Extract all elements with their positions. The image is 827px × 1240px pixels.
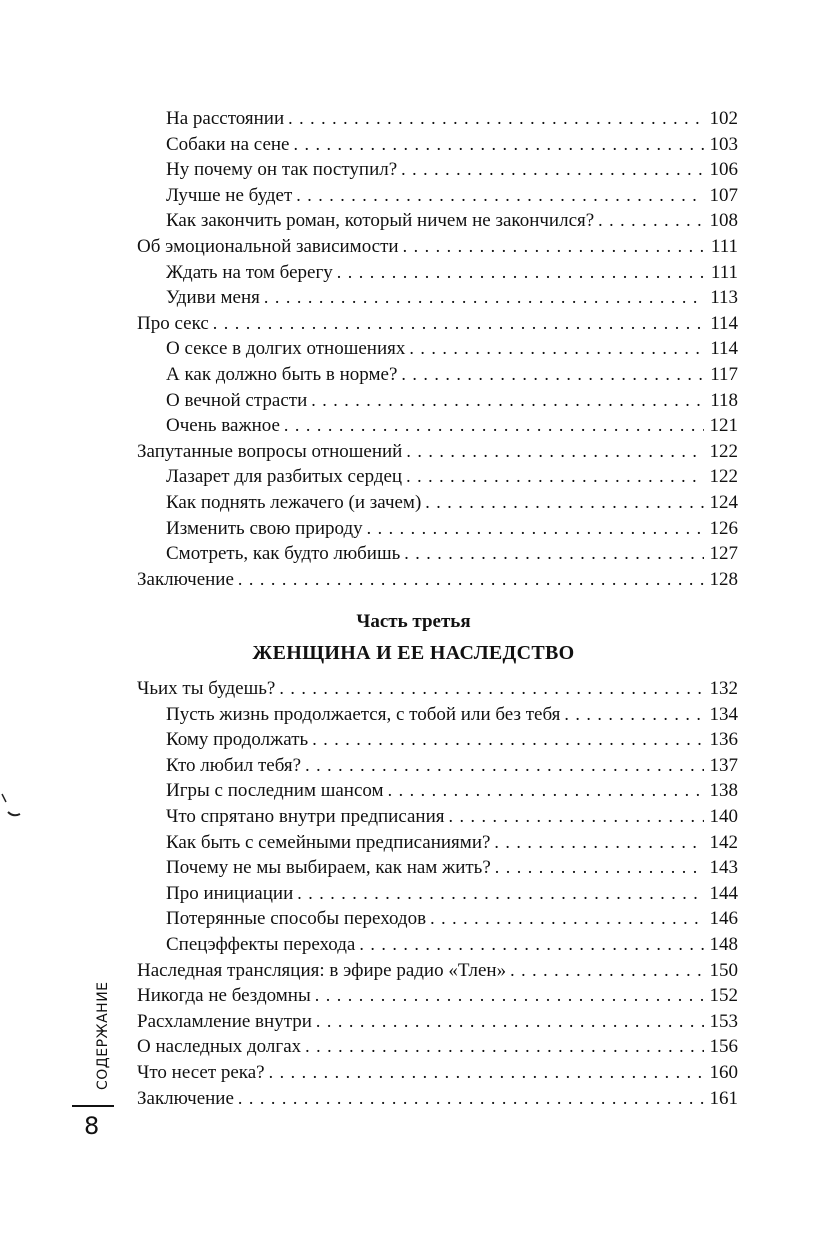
- toc-entry[interactable]: [137, 157, 738, 183]
- toc-entry-page: 144: [709, 882, 738, 904]
- toc-entry-title: Про инициации: [166, 882, 294, 904]
- toc-entry-title: Как поднять лежачего (и зачем): [166, 491, 422, 513]
- toc-entry-title: Что спрятано внутри предписания: [166, 805, 445, 827]
- toc-entry-page: 111: [710, 235, 738, 257]
- toc-entry-page: 160: [709, 1061, 738, 1083]
- toc-entry[interactable]: [137, 183, 738, 209]
- toc-entry-title: Как быть с семейными предписаниями?: [166, 831, 491, 853]
- toc-entry-page: 103: [709, 133, 738, 155]
- toc-entry-title: Чьих ты будешь?: [137, 678, 276, 699]
- toc-entry-page: 140: [709, 805, 738, 827]
- toc-entry-title: Удиви меня: [166, 287, 260, 309]
- toc-entry-title: Почему не мы выбираем, как нам жить?: [166, 857, 491, 879]
- toc-leader-dots: [305, 753, 703, 779]
- toc-leader-dots: [401, 362, 704, 388]
- toc-entry-title: Про секс: [137, 312, 209, 334]
- toc-entry-page: 152: [709, 985, 738, 1007]
- toc-entry-page: 118: [710, 389, 738, 411]
- toc-entry[interactable]: [137, 830, 738, 856]
- margin-ink-mark: [0, 790, 26, 830]
- toc-entry[interactable]: [137, 132, 738, 158]
- toc-entry-page: 153: [709, 1010, 738, 1032]
- toc-entry-title: Смотреть, как будто любишь: [166, 543, 401, 565]
- toc-entry-page: 142: [709, 831, 738, 853]
- toc-leader-dots: [406, 464, 703, 490]
- toc-entry-title: Пусть жизнь продолжается, с тобой или без тебя: [166, 703, 561, 725]
- toc-entry-page: 117: [710, 363, 738, 385]
- toc-leader-dots: [425, 490, 703, 516]
- toc-entry-title: Потерянные способы переходов: [166, 908, 427, 930]
- toc-leader-dots: [564, 702, 703, 728]
- toc-entry-page: 143: [709, 857, 738, 879]
- toc-entry-page: 114: [710, 312, 738, 334]
- toc-leader-dots: [311, 388, 704, 414]
- toc-entry[interactable]: [137, 804, 738, 830]
- toc-entry-page: 106: [709, 159, 738, 181]
- toc-leader-dots: [279, 676, 703, 702]
- toc-entry-title: А как должно быть в норме?: [166, 363, 398, 385]
- toc-leader-dots: [409, 336, 704, 362]
- toc-leader-dots: [598, 208, 703, 234]
- toc-entry-page: 156: [709, 1036, 738, 1058]
- toc-entry[interactable]: [137, 413, 738, 439]
- part-label: Часть третья: [356, 611, 471, 632]
- toc-entry-title: Ждать на том берегу: [166, 261, 333, 283]
- toc-leader-dots: [316, 1009, 704, 1035]
- toc-entry[interactable]: [137, 1009, 738, 1035]
- toc-entry-page: 121: [709, 415, 738, 437]
- toc-leader-dots: [269, 1060, 704, 1086]
- toc-entry-page: 113: [710, 287, 738, 309]
- toc-entry-page: 146: [709, 908, 738, 930]
- toc-leader-dots: [406, 439, 703, 465]
- toc-leader-dots: [359, 932, 703, 958]
- toc-leader-dots: [430, 906, 703, 932]
- toc-entry[interactable]: [137, 260, 738, 286]
- toc-leader-dots: [297, 881, 703, 907]
- toc-entry-page: 108: [709, 210, 738, 232]
- toc-entry-page: 122: [709, 466, 738, 488]
- toc-leader-dots: [238, 567, 704, 593]
- toc-entry[interactable]: [137, 753, 738, 779]
- toc-entry-title: Заключение: [137, 1087, 234, 1109]
- toc-entry-page: 102: [709, 108, 738, 129]
- toc-leader-dots: [312, 727, 703, 753]
- toc-entry-page: 107: [709, 184, 738, 206]
- toc-leader-dots: [213, 311, 704, 337]
- toc-entry-title: Кто любил тебя?: [166, 754, 302, 776]
- toc-entry-title: Никогда не бездомны: [137, 985, 311, 1007]
- toc-entry[interactable]: [137, 208, 738, 234]
- part-title: ЖЕНЩИНА И ЕЕ НАСЛЕДСТВО: [252, 642, 575, 664]
- toc-leader-dots: [401, 157, 703, 183]
- toc-entry-title: Заключение: [137, 568, 234, 590]
- toc-entry-title: Расхламление внутри: [137, 1010, 312, 1032]
- toc-entry[interactable]: [137, 362, 738, 388]
- toc-entry-title: Спецэффекты перехода: [166, 933, 356, 955]
- toc-leader-dots: [284, 413, 704, 439]
- toc-entry[interactable]: [137, 388, 738, 414]
- toc-leader-dots: [288, 106, 703, 132]
- toc-entry[interactable]: [137, 1086, 738, 1112]
- toc-entry-title: О вечной страсти: [166, 389, 308, 411]
- toc-entry-page: 161: [709, 1087, 738, 1109]
- toc-entry-title: Об эмоциональной зависимости: [137, 235, 399, 257]
- toc-entry[interactable]: [137, 106, 738, 132]
- toc-leader-dots: [264, 285, 704, 311]
- toc-entry[interactable]: [137, 464, 738, 490]
- toc-entry-title: Ну почему он так поступил?: [166, 159, 398, 181]
- running-head-rule: [72, 1105, 114, 1107]
- toc-entry[interactable]: [137, 932, 738, 958]
- toc-leader-dots: [510, 958, 703, 984]
- toc-entry-page: 148: [709, 933, 738, 955]
- toc-section-bottom: [137, 676, 738, 1111]
- toc-entry[interactable]: [137, 567, 738, 593]
- toc-leader-dots: [494, 830, 703, 856]
- toc-entry-page: 122: [709, 440, 738, 462]
- toc-entry[interactable]: [137, 676, 738, 702]
- toc-leader-dots: [296, 183, 703, 209]
- toc-entry-page: 132: [709, 678, 738, 699]
- toc-entry-title: Изменить свою природу: [166, 517, 363, 539]
- toc-entry-page: 137: [709, 754, 738, 776]
- toc-leader-dots: [404, 541, 703, 567]
- toc-entry[interactable]: [137, 1060, 738, 1086]
- toc-entry-title: Наследная трансляция: в эфире радио «Тлен»: [137, 959, 507, 981]
- toc-leader-dots: [449, 804, 704, 830]
- toc-entry-page: 150: [709, 959, 738, 981]
- toc-entry-title: О наследных долгах: [137, 1036, 302, 1058]
- toc-leader-dots: [337, 260, 705, 286]
- toc-leader-dots: [238, 1086, 704, 1112]
- toc-entry[interactable]: [137, 958, 738, 984]
- toc-entry-page: 138: [709, 780, 738, 802]
- toc-leader-dots: [367, 516, 704, 542]
- toc-entry[interactable]: [137, 1034, 738, 1060]
- toc-entry[interactable]: [137, 311, 738, 337]
- toc-entry-title: Игры с последним шансом: [166, 780, 384, 802]
- toc-entry-page: 124: [709, 491, 738, 513]
- toc-leader-dots: [388, 778, 704, 804]
- toc-entry[interactable]: [137, 336, 738, 362]
- toc-entry[interactable]: [137, 702, 738, 728]
- toc-entry-page: 136: [709, 729, 738, 751]
- toc-entry-title: На расстоянии: [166, 108, 285, 129]
- toc-entry[interactable]: [137, 906, 738, 932]
- toc-entry-title: Собаки на сене: [166, 133, 290, 155]
- toc-entry-page: 127: [709, 543, 738, 565]
- toc-entry[interactable]: [137, 439, 738, 465]
- toc-entry-page: 128: [709, 568, 738, 590]
- toc-entry[interactable]: [137, 234, 738, 260]
- toc-entry[interactable]: [137, 285, 738, 311]
- toc-leader-dots: [293, 132, 703, 158]
- toc-entry[interactable]: [137, 855, 738, 881]
- toc-entry-title: Что несет река?: [137, 1061, 265, 1083]
- toc-entry[interactable]: [137, 778, 738, 804]
- toc-entry-title: Запутанные вопросы отношений: [137, 440, 403, 462]
- toc-entry-title: Как закончить роман, который ничем не закончился?: [166, 210, 595, 232]
- toc-entry[interactable]: [137, 490, 738, 516]
- toc-leader-dots: [403, 234, 705, 260]
- running-head: СОДЕРЖАНИЕ: [95, 981, 111, 1090]
- toc-section-top: [137, 106, 738, 592]
- toc-entry-title: О сексе в долгих отношениях: [166, 338, 406, 360]
- toc-entry-page: 111: [710, 261, 738, 283]
- toc-entry-page: 134: [709, 703, 738, 725]
- toc-entry[interactable]: [137, 881, 738, 907]
- toc-entry-title: Лазарет для разбитых сердец: [166, 466, 403, 488]
- toc-entry-title: Кому продолжать: [166, 729, 309, 751]
- toc-entry[interactable]: [137, 727, 738, 753]
- page-number: 8: [84, 1112, 100, 1140]
- toc-entry[interactable]: [137, 983, 738, 1009]
- toc-entry-page: 114: [710, 338, 738, 360]
- toc-entry-title: Очень важное: [166, 415, 280, 437]
- toc-entry[interactable]: [137, 516, 738, 542]
- toc-entry[interactable]: [137, 541, 738, 567]
- toc-entry-page: 126: [709, 517, 738, 539]
- toc-leader-dots: [495, 855, 704, 881]
- toc-leader-dots: [315, 983, 704, 1009]
- toc-entry-title: Лучше не будет: [166, 184, 293, 206]
- toc-leader-dots: [305, 1034, 703, 1060]
